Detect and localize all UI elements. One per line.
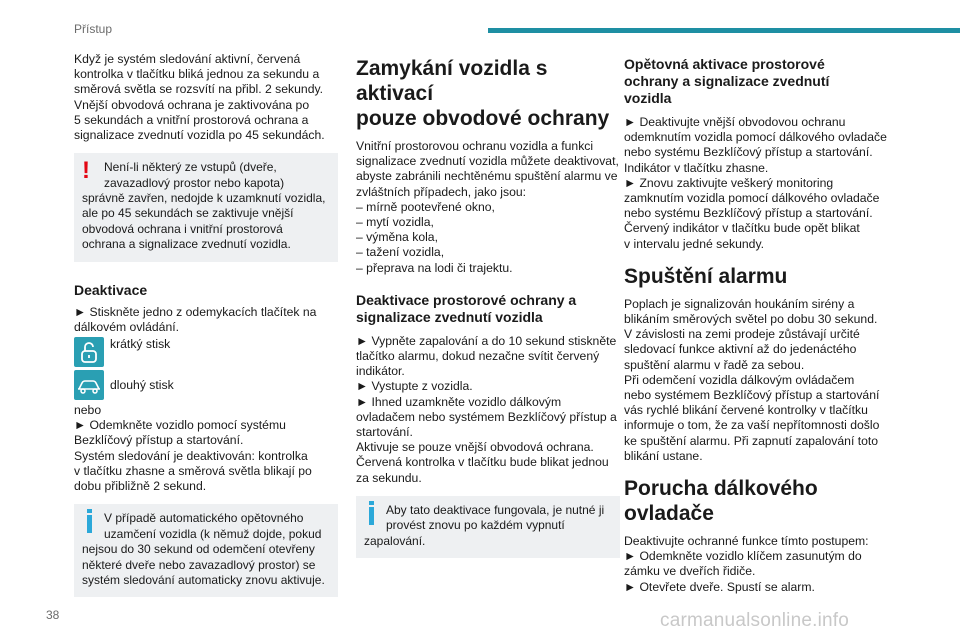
text-line: ► Stiskněte jedno z odemykacích tlačítek na	[74, 304, 317, 319]
short-press-label: krátký stisk	[110, 337, 171, 352]
heading-line: Porucha dálkového	[624, 477, 818, 501]
text-line: ► Otevřete dveře. Spustí se alarm.	[624, 579, 815, 594]
warning-icon: !	[82, 157, 90, 185]
text-line: zvláštních případech, jako jsou:	[356, 184, 527, 199]
text-line: informuje o tom, že za vaší nepřítomnosti došlo	[624, 418, 880, 433]
failure-paragraph	[624, 534, 888, 595]
note-line: systém sledování automaticky znovu aktivuje.	[82, 572, 325, 587]
remote-failure-heading	[624, 476, 888, 526]
text-line: kontrolka v tlačítku bliká jednou za sekundu a	[74, 67, 320, 82]
alarm-paragraph	[624, 297, 888, 464]
text-line: abyste zabránili nechtěnému spuštění alarmu ve	[356, 169, 618, 184]
section-title: Přístup	[74, 22, 113, 36]
reactivation-subheading	[624, 56, 888, 107]
note-line: ale po 45 sekundách se zaktivuje vnější	[82, 206, 294, 221]
text-line: Bezklíčový přístup a startování.	[74, 433, 244, 448]
intro-paragraph	[74, 52, 338, 143]
reactivation-paragraph	[624, 115, 888, 252]
text-line: Vnitřní prostorovou ochranu vozidla a funkci	[356, 139, 594, 153]
text-line: ► Deaktivujte vnější obvodovou ochranu	[624, 115, 846, 129]
note-line: zavazadlový prostor nebo kapota)	[104, 175, 285, 190]
text-line: nebo systému Bezklíčový přístup a startování.	[624, 145, 873, 160]
text-line: 5 sekundách a vnitřní prostorová ochrana a	[74, 112, 309, 127]
note-line: Aby tato deaktivace fungovala, je nutné ji	[386, 502, 605, 517]
info-icon	[364, 503, 380, 527]
heading-line: Zamykání vozidla s aktivací	[356, 57, 548, 105]
text-line: Indikátor v tlačítku zhasne.	[624, 160, 769, 175]
text-line: ► Odemkněte vozidlo klíčem zasunutým do	[624, 549, 862, 564]
text-line: Deaktivujte ochranné funkce tímto postupem:	[624, 534, 869, 549]
steps-paragraph	[356, 334, 620, 486]
info-note	[74, 504, 338, 597]
text-line: Vnější obvodová ochrana je zaktivována po	[74, 97, 310, 112]
text-line: ► Ihned uzamkněte vozidlo dálkovým	[356, 394, 562, 409]
text-line: za sekundu.	[356, 470, 422, 485]
text-line: signalizace zvednutí vozidla po 45 sekundách.	[74, 128, 325, 143]
after-paragraph	[74, 403, 338, 494]
text-line: Systém sledování je deaktivován: kontrolka	[74, 448, 308, 463]
text-line: odemknutím vozidla pomocí dálkového ovladače	[624, 130, 887, 145]
text-line: Při odemčení vozidla dálkovým ovládačem	[624, 372, 855, 387]
text-line: indikátor.	[356, 364, 405, 379]
long-press-label: dlouhý stisk	[110, 378, 174, 393]
deactivation-heading: Deaktivace	[74, 281, 148, 298]
text-line: Aktivuje se pouze vnější obvodová ochrana.	[356, 440, 594, 455]
heading-line: signalizace zvednutí vozidla	[356, 308, 543, 325]
heading-line: Opětovná aktivace prostorové	[624, 56, 825, 72]
note-line: některé dveře nebo zavazadlový prostor) se	[82, 557, 316, 572]
text-line: dobu přibližně 2 sekund.	[74, 479, 207, 494]
note-line: Není-li některý ze vstupů (dveře,	[104, 160, 277, 175]
column-1	[74, 52, 338, 597]
watermark: carmanualsonline.info	[660, 610, 850, 631]
short-press-row	[74, 337, 338, 367]
heading-line: ovladače	[624, 502, 714, 526]
heading-line: pouze obvodové ochrany	[356, 107, 610, 130]
note-line: správně zavřen, nedojde k uzamknutí vozidla,	[82, 191, 326, 206]
text-line: ► Znovu zaktivujte veškerý monitoring	[624, 175, 834, 190]
car-icon	[74, 370, 104, 400]
note-line: uzamčení vozidla (k němuž dojde, pokud	[104, 526, 322, 541]
note-line: V případě automatického opětovného	[104, 511, 304, 526]
text-line: blikáním směrových světel po dobu 30 sekund.	[624, 312, 878, 327]
text-line: dálkovém ovládání.	[74, 319, 180, 334]
text-line: ► Vystupte z vozidla.	[356, 379, 473, 394]
text-line: zámku ve dveřích řidiče.	[624, 564, 756, 579]
text-line: tlačítko alarmu, dokud nezačne svítit červený	[356, 349, 600, 364]
heading-line: vozidla	[624, 90, 672, 106]
text-line: Červený indikátor v tlačítku bude opět blikat	[624, 221, 860, 236]
info-icon	[82, 511, 98, 535]
heading-line: ochrany a signalizace zvednutí	[624, 73, 830, 89]
text-line: startování.	[356, 425, 413, 440]
info-note	[356, 496, 620, 558]
text-line: nebo systému Bezklíčový přístup a startování.	[624, 206, 873, 221]
text-line: nebo	[74, 403, 102, 418]
long-press-row	[74, 370, 338, 400]
unlock-icon	[74, 337, 104, 367]
text-line: Poplach je signalizován houkáním sirény a	[624, 296, 855, 311]
text-line: v intervalu jedné sekundy.	[624, 236, 765, 251]
warning-note	[74, 153, 338, 261]
alarm-heading: Spuštění alarmu	[624, 264, 788, 288]
note-line: zapalování.	[364, 533, 426, 548]
list-item: – tažení vozidla,	[356, 245, 445, 260]
note-line: nejsou do 30 sekund od odemčení otevřeny	[82, 542, 315, 557]
text-line: sledovací funkce aktivní až do jedenáctého	[624, 342, 857, 357]
lock-perimeter-heading	[356, 56, 620, 131]
list-item: – mytí vozidla,	[356, 215, 434, 230]
note-line: ochrana a signalizace zvednutí vozidla.	[82, 237, 291, 252]
column-3	[624, 56, 888, 595]
column-2	[356, 56, 620, 558]
text-line: V závislosti na zemi prodeje zůstávají určité	[624, 327, 860, 342]
text-line: vás rychlé blikání červené kontrolky v tlačítku	[624, 403, 868, 418]
text-line: Když je systém sledování aktivní, červená	[74, 52, 301, 66]
text-line: ► Vypněte zapalování a do 10 sekund stiskněte	[356, 333, 617, 348]
intro-paragraph	[356, 139, 620, 276]
text-line: ► Odemkněte vozidlo pomocí systému	[74, 418, 286, 433]
text-line: blikání ustane.	[624, 448, 703, 463]
text-line: zamknutím vozidla pomocí dálkového ovladače	[624, 191, 880, 206]
text-line: směrová světla se rozsvítí na přibl. 2 sekundy.	[74, 82, 324, 97]
text-line: spuštění alarmu v řadě za sebou.	[624, 357, 805, 372]
list-item: – přeprava na lodi či trajektu.	[356, 260, 513, 275]
list-item: – výměna kola,	[356, 230, 438, 245]
note-line: provést znovu po každém vypnutí	[386, 518, 565, 533]
page-number: 38	[46, 608, 60, 622]
text-line: Červená kontrolka v tlačítku bude blikat jednou	[356, 455, 609, 470]
list-item: – mírně pootevřené okno,	[356, 199, 495, 214]
heading-line: Deaktivace prostorové ochrany a	[356, 291, 577, 308]
text-line: signalizace zvednutí vozidla můžete deaktivovat,	[356, 154, 619, 169]
text-line: ovladačem nebo systémem Bezklíčový přístup a	[356, 409, 617, 424]
header-accent-bar	[488, 28, 960, 33]
note-line: obvodová ochrana i vnitřní prostorová	[82, 221, 283, 236]
deactivation-subheading	[356, 292, 620, 326]
text-line: ke spuštění alarmu. Při zapnutí zapalování toto	[624, 433, 879, 448]
text-line: nebo systémem Bezklíčový přístup a startování	[624, 388, 880, 403]
text-line: v tlačítku zhasne a směrová světla blikají po	[74, 463, 312, 478]
